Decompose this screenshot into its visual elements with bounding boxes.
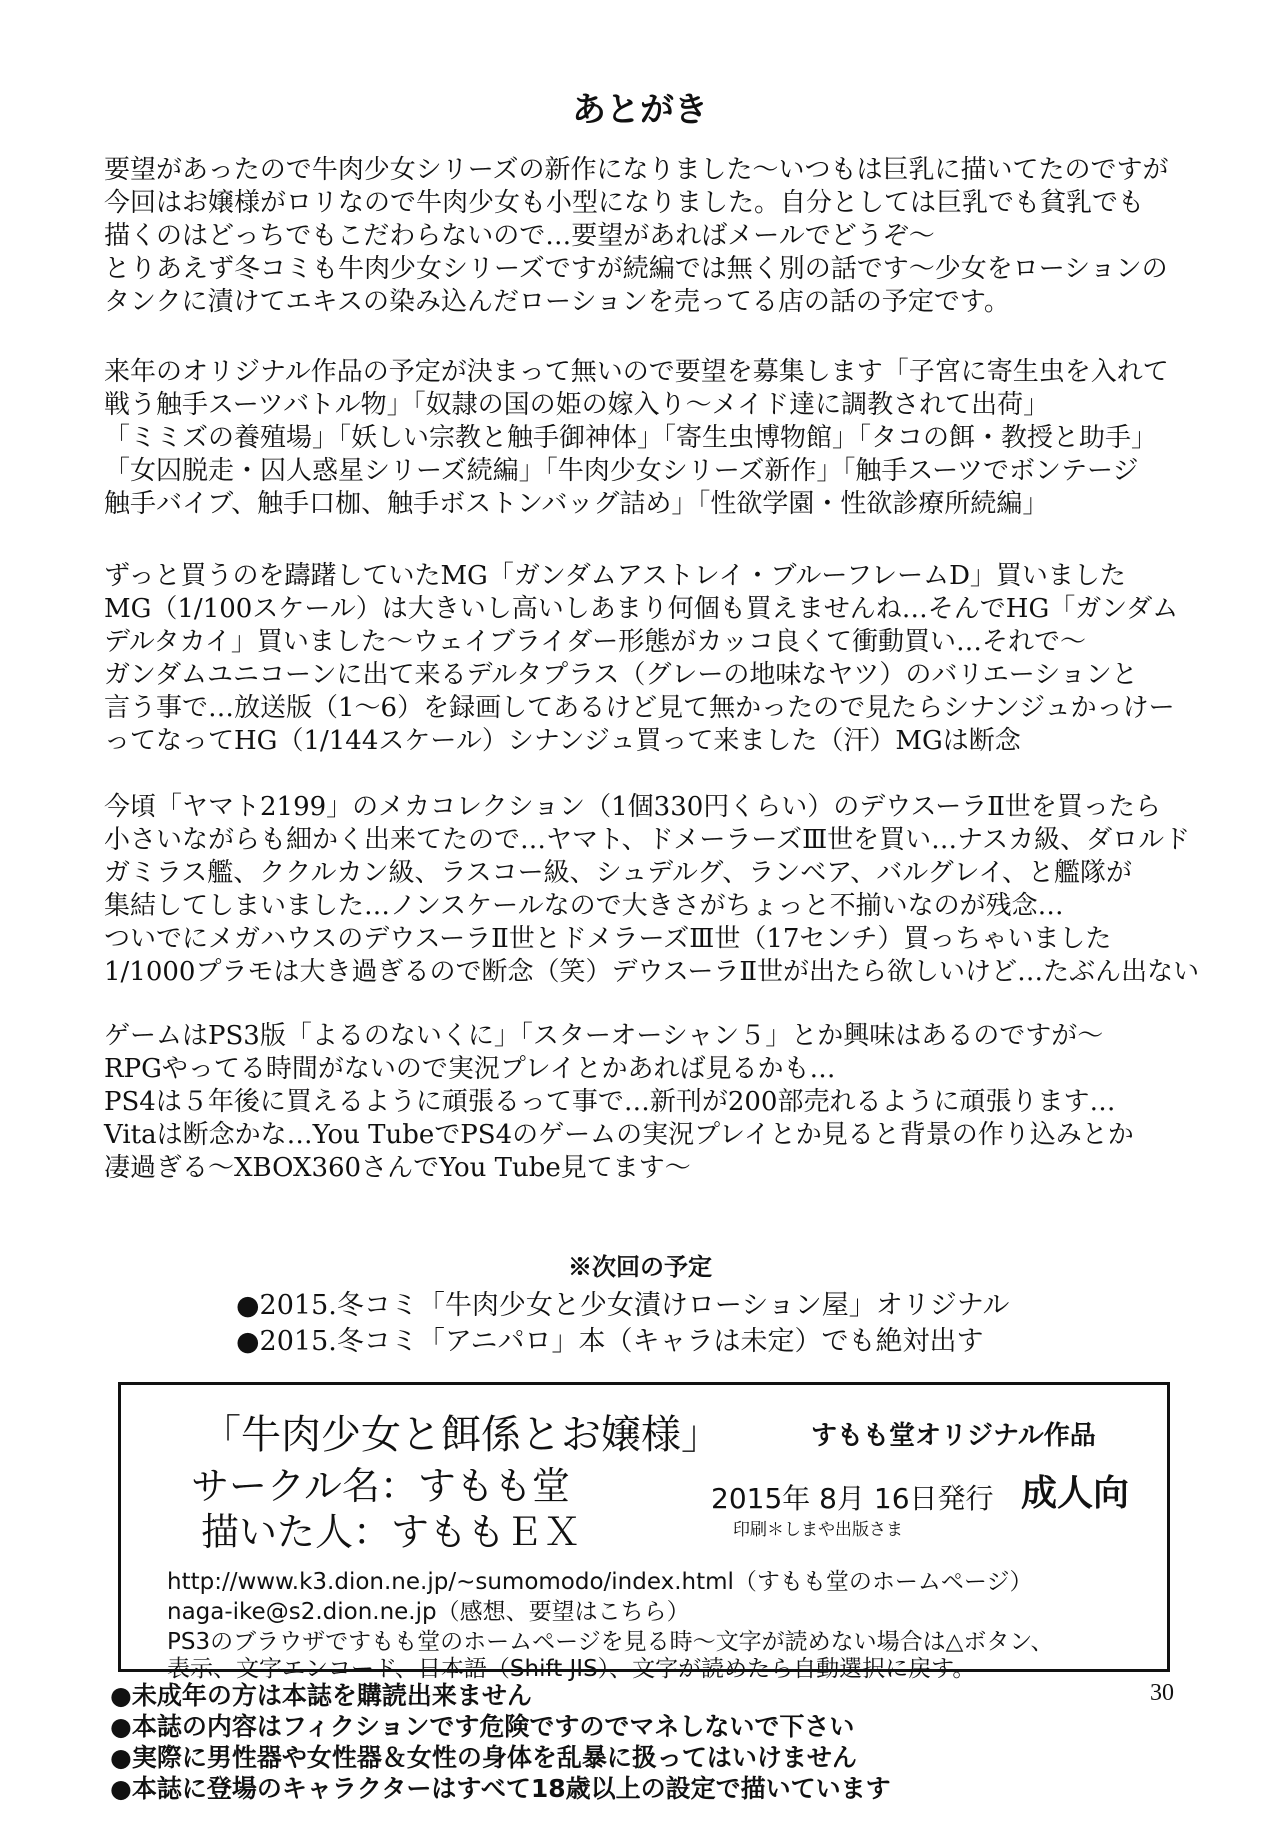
notice-item: ●本誌に登場のキャラクターはすべて18歳以上の設定で描いています bbox=[110, 1774, 891, 1803]
notice-item: ●未成年の方は本誌を購読出来ません bbox=[110, 1681, 532, 1710]
ps3-browser-note: PS3のブラウザですもも堂のホームページを見る時〜文字が読めない場合は△ボタン、 bbox=[167, 1629, 1054, 1655]
text-line: ガンダムユニコーンに出て来るデルタプラス（グレーの地味なヤツ）のバリエーションと bbox=[104, 660, 1138, 690]
text-line: ゲームはPS3版「よるのないくに」「スターオーシャン５」とか興味はあるのですが〜 bbox=[104, 1021, 1104, 1051]
text-line: 「女囚脱走・囚人惑星シリーズ続編」「牛肉少女シリーズ新作」「触手スーツでボンテージ bbox=[104, 456, 1139, 486]
legal-notices bbox=[110, 1680, 1110, 1804]
text-line: MG（1/100スケール）は大きいし高いしあまり何個も買えませんね…そんでHG「ガンダム bbox=[104, 594, 1179, 624]
text-line: 戦う触手スーツバトル物」「奴隷の国の姫の嫁入り〜メイド達に調教されて出荷」 bbox=[104, 390, 1050, 420]
colophon-box bbox=[118, 1382, 1170, 1682]
text-line: 集結してしまいました…ノンスケールなので大きさがちょっと不揃いなのが残念… bbox=[104, 891, 1064, 921]
text-line: とりあえず冬コミも牛肉少女シリーズですが続編では無く別の話です〜少女をローションの bbox=[104, 254, 1168, 284]
paragraph-gundam bbox=[104, 560, 1199, 758]
page-title: あとがき bbox=[572, 90, 708, 130]
text-line: ついでにメガハウスのデウスーラⅡ世とドメラーズⅢ世（17センチ）買っちゃいました bbox=[104, 924, 1112, 954]
schedule-item: ●2015.冬コミ「アニパロ」本（キャラは未定）でも絶対出す bbox=[236, 1326, 984, 1357]
text-line: PS4は５年後に買えるように頑張るって事で…新刊が200部売れるように頑張ります… bbox=[104, 1087, 1116, 1117]
text-line: デルタカイ」買いました〜ウェイブライダー形態がカッコ良くて衝動買い…それで〜 bbox=[104, 627, 1087, 657]
text-line: 今頃「ヤマト2199」のメカコレクション（1個330円くらい）のデウスーラⅡ世を買ったら bbox=[104, 792, 1161, 822]
adult-rating: 成人向 bbox=[1021, 1473, 1130, 1514]
next-schedule-list bbox=[0, 1288, 1280, 1360]
homepage-url[interactable]: http://www.k3.dion.ne.jp/~sumomodo/index.html（すもも堂のホームページ） bbox=[167, 1569, 1033, 1595]
text-line: RPGやってる時間がないので実況プレイとかあれば見るかも… bbox=[104, 1054, 836, 1084]
text-line: 今回はお嬢様がロリなので牛肉少女も小型になりました。自分としては巨乳でも貧乳でも bbox=[104, 188, 1145, 218]
notice-item: ●本誌の内容はフィクションです危険ですのでマネしないで下さい bbox=[110, 1712, 855, 1741]
schedule-item: ●2015.冬コミ「牛肉少女と少女漬けローション屋」オリジナル bbox=[236, 1290, 1010, 1321]
text-line: 1/1000プラモは大き過ぎるので断念（笑）デウスーラⅡ世が出たら欲しいけど…たぶん出ない bbox=[104, 957, 1200, 987]
text-line: 「ミミズの養殖場」「妖しい宗教と触手御神体」「寄生虫博物館」「タコの餌・教授と助手」 bbox=[104, 423, 1158, 453]
text-line: Vitaは断念かな…You TubeでPS4のゲームの実況プレイとか見ると背景の作り込みとか bbox=[104, 1120, 1134, 1150]
printer-credit: 印刷＊しまや出版さま bbox=[733, 1520, 903, 1540]
paragraph-games bbox=[104, 1020, 1199, 1185]
next-schedule-heading: ※次回の予定 bbox=[568, 1252, 712, 1281]
text-line: ってなってHG（1/144スケール）シナンジュ買って来ました（汗）MGは断念 bbox=[104, 726, 1021, 756]
text-line: ずっと買うのを躊躇していたMG「ガンダムアストレイ・ブルーフレームD」買いました bbox=[104, 561, 1126, 591]
artist-label: 描いた人： bbox=[201, 1510, 392, 1554]
paragraph-next-year bbox=[104, 356, 1199, 521]
text-line: 凄過ぎる〜XBOX360さんでYou Tube見てます〜 bbox=[104, 1153, 691, 1183]
book-title: 「牛肉少女と餌係とお嬢様」 bbox=[201, 1412, 721, 1458]
text-line: タンクに漬けてエキスの染み込んだローションを売ってる店の話の予定です。 bbox=[104, 287, 1010, 317]
circle-label: サークル名： bbox=[191, 1464, 418, 1508]
notice-item: ●実際に男性器や女性器＆女性の身体を乱暴に扱ってはいけません bbox=[110, 1743, 857, 1772]
publication-date: 2015年 8月 16日発行 bbox=[711, 1482, 994, 1515]
book-subtitle: すもも堂オリジナル作品 bbox=[811, 1421, 1096, 1451]
text-line: 触手バイブ、触手口枷、触手ボストンバッグ詰め」「性欲学園・性欲診療所続編」 bbox=[104, 489, 1049, 519]
artist-row bbox=[201, 1501, 581, 1556]
circle-name: すもも堂 bbox=[417, 1464, 570, 1508]
text-line: 来年のオリジナル作品の予定が決まって無いので要望を募集します「子宮に寄生虫を入れて bbox=[104, 357, 1169, 387]
paragraph-yamato bbox=[104, 791, 1199, 989]
text-line: 描くのはどっちでもこだわらないので…要望があればメールでどうぞ〜 bbox=[104, 221, 935, 251]
artist-name: すももＥＸ bbox=[391, 1510, 582, 1554]
text-line: ガミラス艦、ククルカン級、ラスコー級、シュデルグ、ランベア、バルグレイ、と艦隊が bbox=[104, 858, 1133, 888]
paragraph-request bbox=[104, 154, 1199, 319]
text-line: 小さいながらも細かく出来てたので…ヤマト、ドメーラーズⅢ世を買い…ナスカ級、ダロルド bbox=[104, 825, 1191, 855]
ps3-browser-note: 表示、文字エンコード、日本語（Shift JIS）、文字が読めたら自動選択に戻す。 bbox=[167, 1656, 976, 1682]
contact-email[interactable]: naga-ike@s2.dion.ne.jp（感想、要望はこちら） bbox=[167, 1599, 690, 1625]
text-line: 要望があったので牛肉少女シリーズの新作になりました〜いつもは巨乳に描いてたのですが bbox=[104, 155, 1169, 185]
text-line: 言う事で…放送版（1〜6）を録画してあるけど見て無かったので見たらシナンジュかっけー bbox=[104, 693, 1175, 723]
page-number: 30 bbox=[1150, 1680, 1174, 1706]
